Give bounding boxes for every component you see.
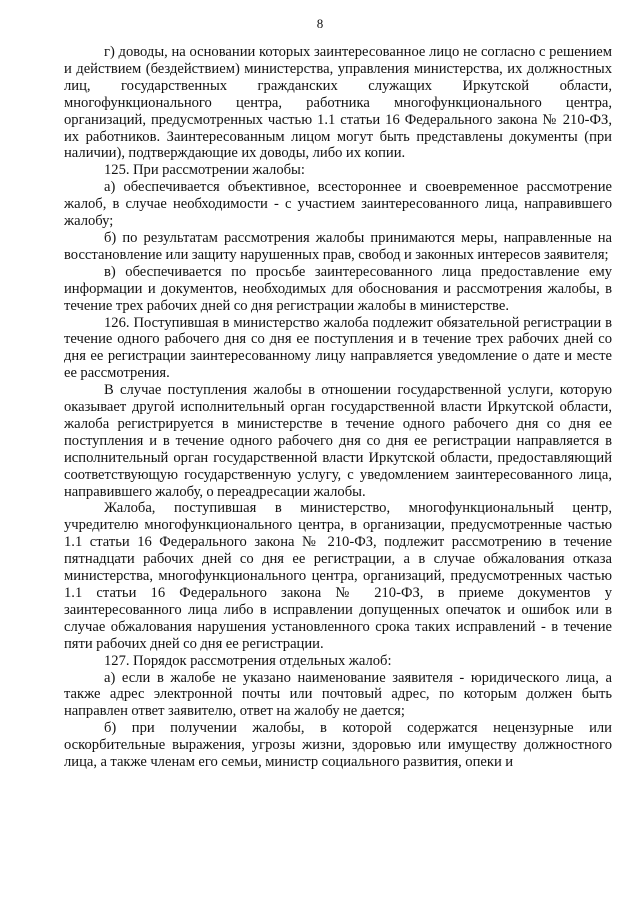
paragraph-125-v: в) обеспечивается по просьбе заинтересованного лица предоставление ему информации и документов, необходимых для обоснования и рассмотрения жалобы, в течение трех рабочих дней со дня регистрации жалобы в министерстве. xyxy=(64,263,612,314)
document-body xyxy=(64,44,612,771)
paragraph-126: 126. Поступившая в министерство жалоба подлежит обязательной регистрации в течение одного рабочего дня со дня ее поступления и в течение трех рабочих дней со дня ее регистрации заинтересованному лицу направляется уведомление о дате и месте ее рассмотрения. xyxy=(64,314,612,382)
paragraph-127-heading: 127. Порядок рассмотрения отдельных жалоб: xyxy=(104,652,392,669)
paragraph-126-redirect: В случае поступления жалобы в отношении государственной услуги, которую оказывает другой исполнительный орган государственной власти Иркутской области, жалоба регистрируется в министерстве в течение одного рабочего дня со дня ее поступления и в течение одного рабочего дня со дня ее регистрации направляется в исполнительный орган государственной власти Иркутской области, предоставляющий соответствующую государственную услугу, с уведомлением заинтересованного лица, направившего жалобу, о переадресации жалобы. xyxy=(64,382,612,500)
paragraph-126-deadlines: Жалоба, поступившая в министерство, многофункциональный центр, учредителю многофункционального центра, в организации, предусмотренные частью 1.1 статьи 16 Федерального закона № 210-ФЗ, подлежит рассмотрению в течение пятнадцати рабочих дней со дня ее регистрации, а в случае обжалования отказа министерства, многофункционального центра, организаций, предусмотренных частью 1.1 статьи 16 Федерального закона № 210-ФЗ, в приеме документов у заинтересованного лица либо в исправлении допущенных опечаток и ошибок или в случае обжалования нарушения установленного срока таких исправлений - в течение пяти рабочих дней со дня ее регистрации. xyxy=(64,500,612,652)
page-number: 8 xyxy=(316,16,324,31)
paragraph-125-heading: 125. При рассмотрении жалобы: xyxy=(104,162,305,179)
paragraph-125-b: б) по результатам рассмотрения жалобы принимаются меры, направленные на восстановление или защиту нарушенных прав, свобод и законных интересов заявителя; xyxy=(64,229,612,263)
paragraph-complaint-arguments: г) доводы, на основании которых заинтересованное лицо не согласно с решением и действием (бездействием) министерства, управления министерства, их должностных лиц, государственных гражданских служащих Иркутской области, многофункционального центра, работника многофункционального центра, организаций, предусмотренных частью 1.1 статьи 16 Федерального закона № 210-ФЗ, их работников. Заинтересованным лицом могут быть представлены документы (при наличии), подтверждающие их доводы, либо их копии. xyxy=(64,44,612,162)
paragraph-127-a: а) если в жалобе не указано наименование заявителя - юридического лица, а также адрес электронной почты или почтовый адрес, по которым должен быть направлен ответ заявителю, ответ на жалобу не дается; xyxy=(64,669,612,720)
paragraph-127-b: б) при получении жалобы, в которой содержатся нецензурные или оскорбительные выражения, угрозы жизни, здоровью или имуществу должностного лица, а также членам его семьи, министр социального развития, опеки и xyxy=(64,720,612,771)
paragraph-125-a: а) обеспечивается объективное, всестороннее и своевременное рассмотрение жалоб, в случае необходимости - с участием заинтересованного лица, направившего жалобу; xyxy=(64,179,612,230)
